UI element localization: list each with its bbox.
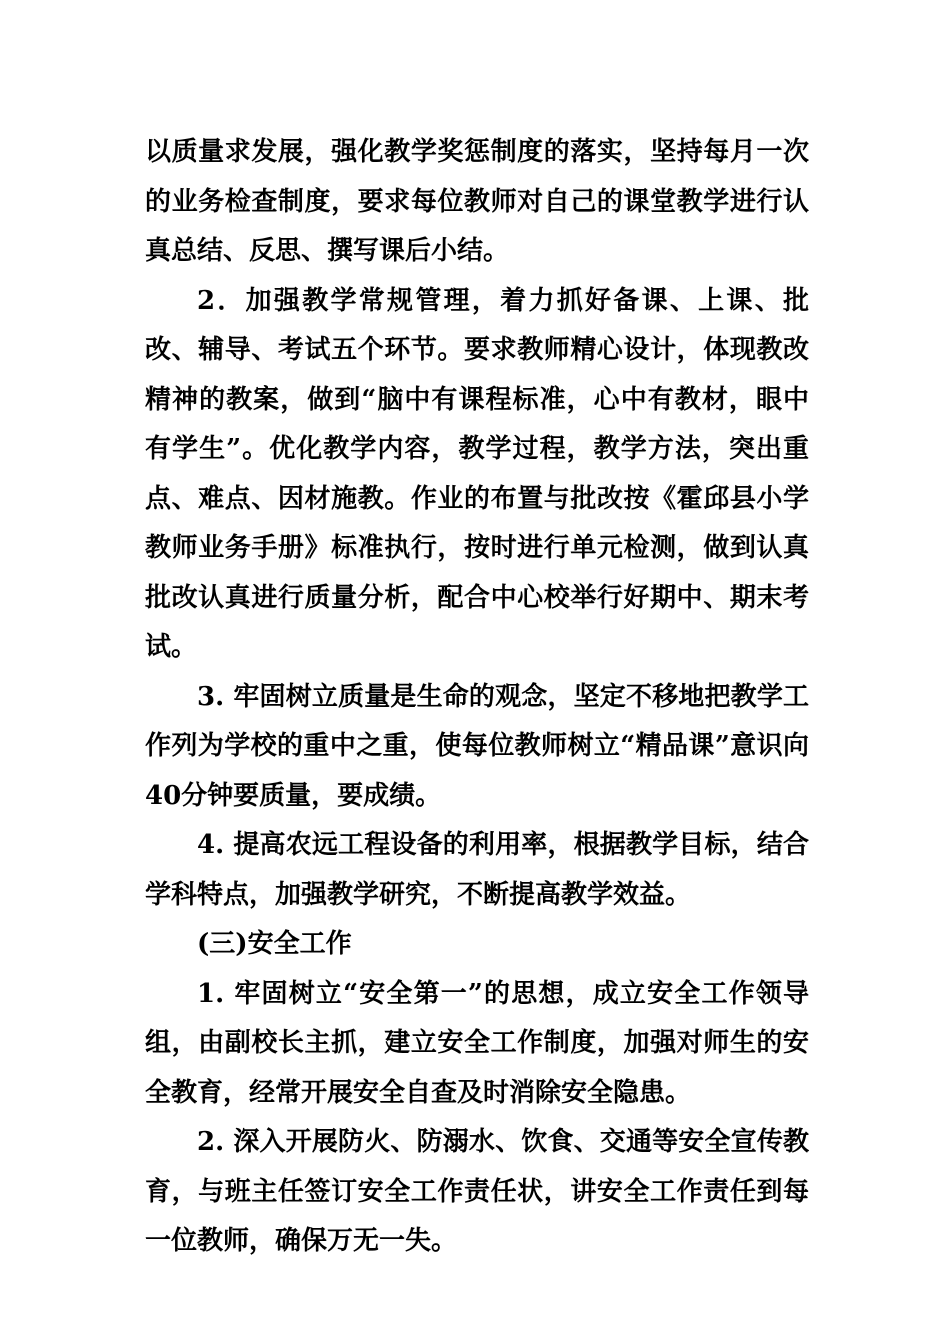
paragraph-continuation: 以质量求发展，强化教学奖惩制度的落实，坚持每月一次的业务检查制度，要求每位教师对自己的课堂教学进行认真总结、反思、撰写课后小结。 — [145, 137, 809, 266]
paragraph-safety-first: 1. 牢固树立“安全第一”的思想，成立安全工作领导组，由副校长主抓，建立安全工作制度，加强对师生的安全教育，经常开展安全自查及时消除安全隐患。 — [145, 978, 809, 1108]
paragraph-quality-concept: 3. 牢固树立质量是生命的观念，坚定不移地把教学工作列为学校的重中之重，使每位教师树立“精品课”意识向40分钟要质量，要成绩。 — [145, 681, 809, 811]
document-body — [145, 128, 809, 1267]
section-heading-safety: (三)安全工作 — [197, 929, 352, 959]
paragraph-teaching-routine: 2．加强教学常规管理，着力抓好备课、上课、批改、辅导、考试五个环节。要求教师精心设计，体现教改精神的教案，做到“脑中有课程标准，心中有教材，眼中有学生”。优化教学内容，教学过程，教学方法，突出重点、难点、因材施教。作业的布置与批改按《霍邱县小学教师业务手册》标准执行，按时进行单元检测，做到认真批改认真进行质量分析，配合中心校举行好期中、期末考试。 — [145, 285, 809, 662]
paragraph-equipment-usage: 4. 提高农远工程设备的利用率，根据教学目标，结合学科特点，加强教学研究，不断提高教学效益。 — [145, 830, 809, 910]
paragraph-safety-education: 2. 深入开展防火、防溺水、饮食、交通等安全宣传教育，与班主任签订安全工作责任状，讲安全工作责任到每一位教师，确保万无一失。 — [145, 1127, 809, 1256]
